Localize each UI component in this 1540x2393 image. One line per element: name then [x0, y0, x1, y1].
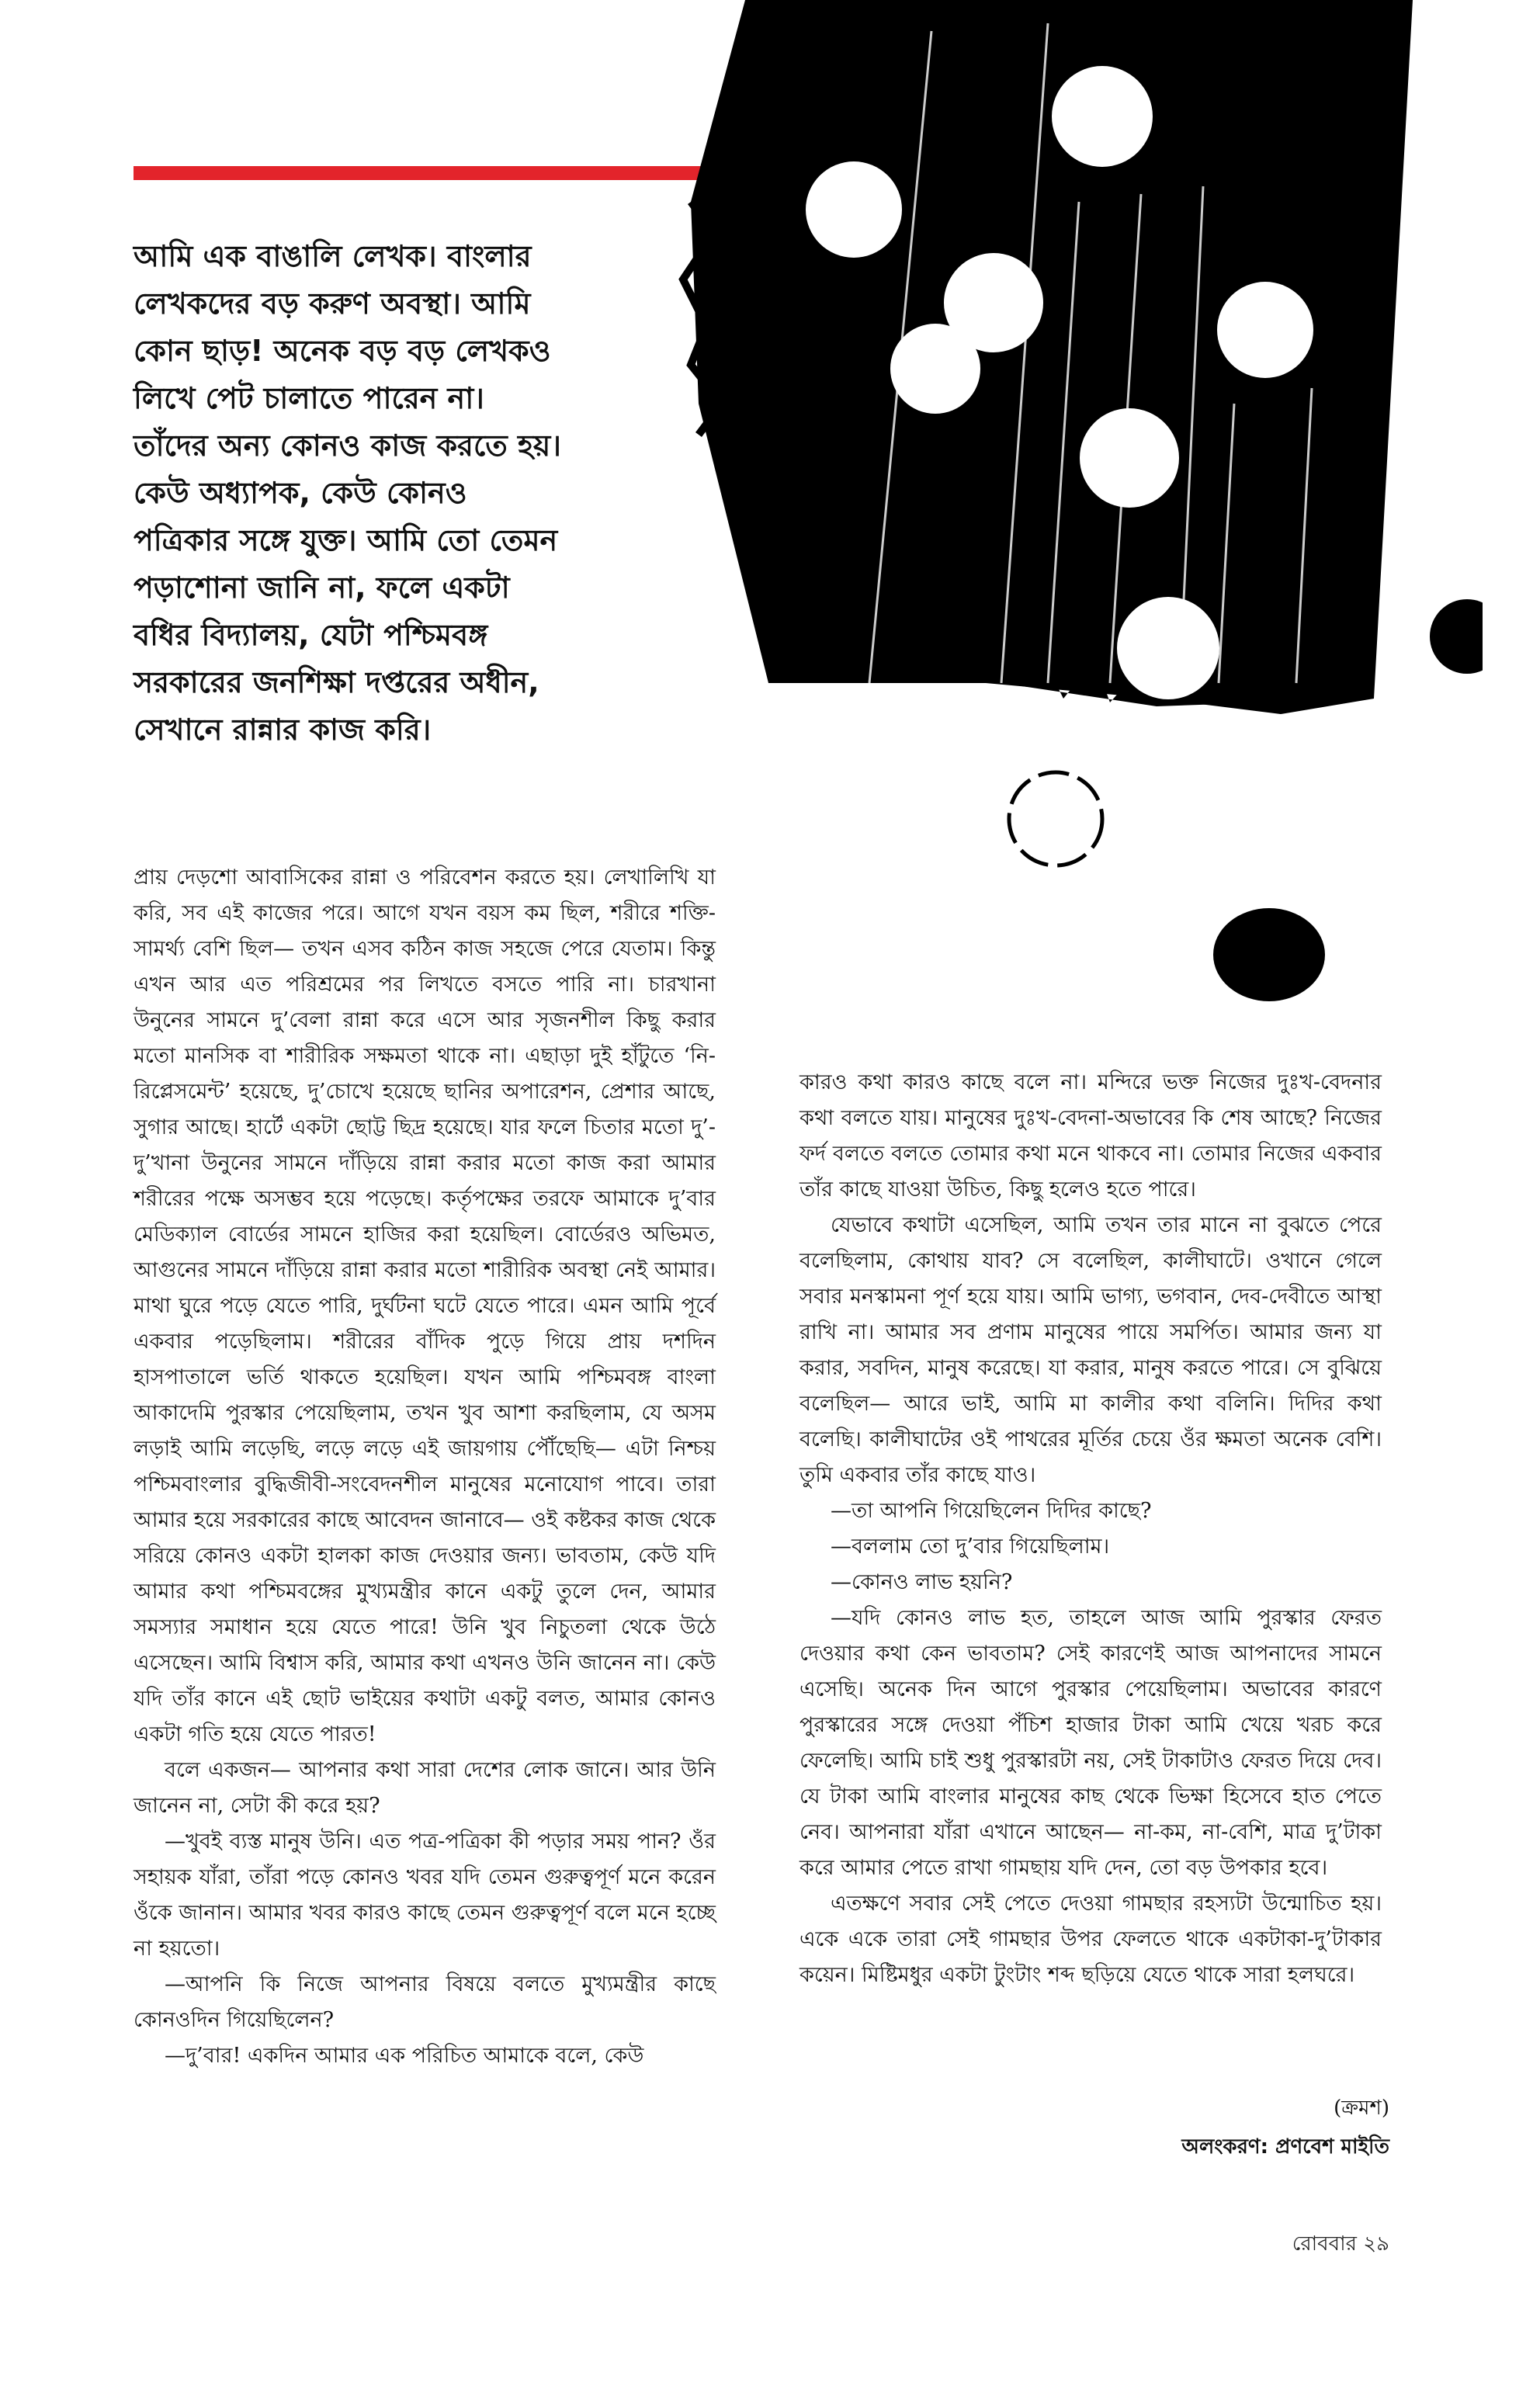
illustration-dot — [1052, 66, 1153, 167]
article-column-right — [799, 1065, 1382, 1993]
illustration-credit: অলংকরণ: প্রণবেশ মাইতি — [1181, 2135, 1389, 2159]
paragraph: —দু’বার! একদিন আমার এক পরিচিত আমাকে বলে, কেউ — [165, 2044, 644, 2068]
illustration-dot — [890, 324, 980, 414]
accent-bar — [134, 166, 731, 180]
paragraph: —বললাম তো দু’বার গিয়েছিলাম। — [831, 1535, 1110, 1559]
continued-label: (ক্রমশ) — [1334, 2096, 1389, 2120]
illustration-dot — [806, 161, 902, 258]
illustration-dot — [1080, 408, 1179, 508]
paragraph: —আপনি কি নিজে আপনার বিষয়ে বলতে মুখ্যমন্ত্রীর কাছে কোনওদিন গিয়েছিলেন? — [134, 1972, 716, 2032]
paragraph: যেভাবে কথাটা এসেছিল, আমি তখন তার মানে না বুঝতে পেরে বলেছিলাম, কোথায় যাব? সে বলেছিল, কালীঘাটে। ওখানে গেলে সবার মনস্কামনা পূর্ণ হয়ে যায়। আমি ভাগ্য, ভগবান, দেব-দেবীতে আস্থা রাখি না। আমার সব প্রণাম মানুষের পায়ে সমর্পিত। আমার জন্য যা করার, সবদিন, মানুষ করেছে। যা করার, মানুষ করতে পারে। সে বুঝিয়ে বলেছিল— আরে ভাই, আমি মা কালীর কথা বলিনি। দিদির কথা বলেছি। কালীঘাটের ওই পাথরের মূর্তির চেয়ে ওঁর ক্ষমতা অনেক বেশি। তুমি একবার তাঁর কাছে যাও। — [799, 1213, 1382, 1487]
paragraph: —খুবই ব্যস্ত মানুষ উনি। এত পত্র-পত্রিকা কী পড়ার সময় পান? ওঁর সহায়ক যাঁরা, তাঁরা পড়ে কোনও খবর যদি তেমন গুরুত্বপূর্ণ মনে করেন ওঁকে জানান। আমার খবর কারও কাছে তেমন গুরুত্বপূর্ণ বলে মনে হচ্ছে না হয়তো। — [134, 1829, 716, 1961]
paragraph: এতক্ষণে সবার সেই পেতে দেওয়া গামছার রহস্যটা উন্মোচিত হয়। একে একে তারা সেই গামছার উপর ফেলতে থাকে একটাকা-দু’টাকার কয়েন। মিষ্টিমধুর একটা টুংটাং শব্দ ছড়িয়ে যেতে থাকে সারা হলঘরে। — [799, 1892, 1382, 1987]
illustration-dark-dot — [1213, 908, 1325, 1001]
article-column-left — [134, 860, 716, 2074]
illustration — [675, 0, 1540, 1032]
paragraph: —যদি কোনও লাভ হত, তাহলে আজ আমি পুরস্কার ফেরত দেওয়ার কথা কেন ভাবতাম? সেই কারণেই আজ আপনাদের সামনে এসেছি। অনেক দিন আগে পুরস্কার পেয়েছিলাম। অভাবের কারণে পুরস্কারের সঙ্গে দেওয়া পঁচিশ হাজার টাকা আমি খেয়ে খরচ করে ফেলেছি। আমি চাই শুধু পুরস্কারটা নয়, সেই টাকাটাও ফেরত দিয়ে দেব। যে টাকা আমি বাংলার মানুষের কাছ থেকে ভিক্ষা হিসেবে হাত পেতে নেব। আপনারা যাঁরা এখানে আছেন— না-কম, না-বেশি, মাত্র দু’টাকা করে আমার পেতে রাখা গামছায় যদি দেন, তো বড় উপকার হবে। — [799, 1606, 1382, 1880]
paragraph: —তা আপনি গিয়েছিলেন দিদির কাছে? — [831, 1499, 1152, 1523]
pull-quote: আমি এক বাঙালি লেখক। বাংলার লেখকদের বড় করুণ অবস্থা। আমি কোন ছাড়! অনেক বড় বড় লেখকও লিখে পেট চালাতে পারেন না। তাঁদের অন্য কোনও কাজ করতে হয়। কেউ অধ্যাপক, কেউ কোনও পত্রিকার সঙ্গে যুক্ত। আমি তো তেমন পড়াশোনা জানি না, ফলে একটা বধির বিদ্যালয়, যেটা পশ্চিমবঙ্গ সরকারের জনশিক্ষা দপ্তরের অধীন, সেখানে রান্নার কাজ করি। — [134, 239, 561, 747]
paragraph: বলে একজন— আপনার কথা সারা দেশের লোক জানে। আর উনি জানেন না, সেটা কী করে হয়? — [134, 1758, 716, 1818]
illustration-dot — [1117, 597, 1219, 699]
illustration-outline-circle — [1009, 772, 1102, 865]
illustration-dot — [1217, 282, 1313, 378]
paragraph: —কোনও লাভ হয়নি? — [831, 1570, 1013, 1594]
page-folio: রোববার ২৯ — [1292, 2232, 1389, 2256]
paragraph: কারও কথা কারও কাছে বলে না। মন্দিরে ভক্ত নিজের দুঃখ-বেদনার কথা বলতে যায়। মানুষের দুঃখ-বেদনা-অভাবের কি শেষ আছে? নিজের ফর্দ বলতে বলতে তোমার কথা মনে থাকবে না। তোমার নিজের একবার তাঁর কাছে যাওয়া উচিত, কিছু হলেও হতে পারে। — [799, 1070, 1382, 1202]
paragraph: প্রায় দেড়শো আবাসিকের রান্না ও পরিবেশন করতে হয়। লেখালিখি যা করি, সব এই কাজের পরে। আগে যখন বয়স কম ছিল, শরীরে শক্তি-সামর্থ্য বেশি ছিল— তখন এসব কঠিন কাজ সহজে পেরে যেতাম। কিন্তু এখন আর এত পরিশ্রমের পর লিখতে বসতে পারি না। চারখানা উনুনের সামনে দু’বেলা রান্না করে এসে আর সৃজনশীল কিছু করার মতো মানসিক বা শারীরিক সক্ষমতা থাকে না। এছাড়া দুই হাঁটুতে ‘নি-রিপ্লেসমেন্ট’ হয়েছে, দু’চোখে হয়েছে ছানির অপারেশন, প্রেশার আছে, সুগার আছে। হার্টে একটা ছোট্ট ছিদ্র হয়েছে। যার ফলে চিতার মতো দু’-দু’খানা উনুনের সামনে দাঁড়িয়ে রান্না করার মতো কাজ করা আমার শরীরের পক্ষে অসম্ভব হয়ে পড়েছে। কর্তৃপক্ষের তরফে আমাকে দু’বার মেডিক্যাল বোর্ডের সামনে হাজির করা হয়েছিল। বোর্ডেরও অভিমত, আগুনের সামনে দাঁড়িয়ে রান্না করার মতো শারীরিক অবস্থা নেই আমার। মাথা ঘুরে পড়ে যেতে পারি, দুর্ঘটনা ঘটে যেতে পারে। এমন আমি পূর্বে একবার পড়েছিলাম। শরীরের বাঁদিক পুড়ে গিয়ে প্রায় দশদিন হাসপাতালে ভর্তি থাকতে হয়েছিল। যখন আমি পশ্চিমবঙ্গ বাংলা আকাদেমি পুরস্কার পেয়েছিলাম, তখন খুব আশা করছিলাম, যে অসম লড়াই আমি লড়েছি, লড়ে লড়ে এই জায়গায় পৌঁছেছি— এটা নিশ্চয় পশ্চিমবাংলার বুদ্ধিজীবী-সংবেদনশীল মানুষের মনোযোগ পাবে। তারা আমার হয়ে সরকারের কাছে আবেদন জানাবে— ওই কষ্টকর কাজ থেকে সরিয়ে কোনও একটা হালকা কাজ দেওয়ার জন্য। ভাবতাম, কেউ যদি আমার কথা পশ্চিমবঙ্গের মুখ্যমন্ত্রীর কানে একটু তুলে দেন, আমার সমস্যার সমাধান হয়ে যেতে পারে! উনি খুব নিচুতলা থেকে উঠে এসেছেন। আমি বিশ্বাস করি, আমার কথা এখনও উনি জানেন না। কেউ যদি তাঁর কানে এই ছোট ভাইয়ের কথাটা একটু বলত, আমার কোনও একটা গতি হয়ে যেতে পারত! — [134, 865, 716, 1746]
